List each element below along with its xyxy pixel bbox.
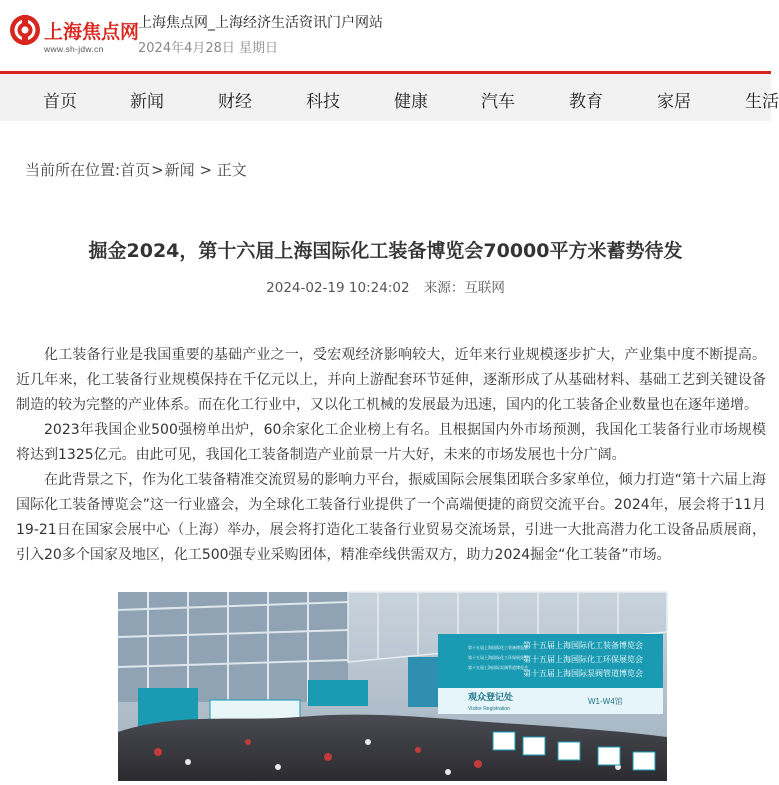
nav-item-home-decor[interactable]: 家居: [657, 92, 691, 112]
nav-item-tech[interactable]: 科技: [306, 92, 340, 112]
expo-hall-photo: [118, 592, 667, 781]
sign-line: 第十五届上海国际化工环保展览会: [523, 655, 643, 664]
breadcrumb-section-link[interactable]: 新闻: [164, 161, 195, 179]
article-paragraph: 2023年我国企业500强榜单出炉，60余家化工企业榜上有名。且根据国内外市场预测，我国化工装备行业市场规模将达到1325亿元。由此可见，我国化工装备制造产业前景一片大好，未来的市场发展也十分广阔。: [16, 422, 766, 463]
registration-sign-en: Visitor Registration: [468, 706, 510, 712]
nav-item-finance[interactable]: 财经: [218, 92, 252, 112]
nav-item-news[interactable]: 新闻: [130, 92, 164, 112]
article-body: [16, 343, 766, 568]
breadcrumb: [25, 159, 247, 180]
site-date: 2024年4月28日 星期日: [138, 41, 279, 56]
logo-url: www.sh-jdw.cn: [44, 44, 104, 54]
site-logo[interactable]: [6, 9, 140, 57]
article-title: 掘金2024，第十六届上海国际化工装备博览会70000平方米蓄势待发: [88, 240, 683, 262]
sign-line-small: 第十五届上海国际化工装备博览会: [468, 645, 528, 650]
breadcrumb-separator: >: [194, 161, 217, 179]
breadcrumb-home-link[interactable]: 首页: [120, 161, 151, 179]
sign-line-small: 第十五届上海国际化工环保展览会: [468, 655, 528, 660]
breadcrumb-current: 正文: [216, 161, 247, 179]
sign-line: 第十五届上海国际泵阀管道博览会: [523, 669, 643, 678]
article-meta: [0, 276, 771, 296]
site-header: [0, 0, 771, 70]
main-nav: [0, 74, 779, 121]
logo-text: 上海焦点网: [44, 22, 140, 43]
article-photo: [118, 592, 667, 781]
article-paragraph: 在此背景之下，作为化工装备精准交流贸易的影响力平台，振威国际会展集团联合多家单位，倾力打造“第十六届上海国际化工装备博览会”这一行业盛会，为全球化工装备行业提供了一个高端便捷的商贸交流平台。2024年，展会将于11月19-21日在国家会展中心（上海）举办，展会将打造化工装备行业贸易交流场景，引进一大批高潜力化工设备品质展商，引入20多个国家及地区，化工500强专业采购团体，精准牵线供需双方，助力2024掘金“化工装备”市场。: [16, 472, 766, 563]
breadcrumb-separator: >: [151, 161, 164, 179]
sign-line-small: 第十五届上海国际泵阀管道博览会: [468, 665, 528, 670]
site-title[interactable]: 上海焦点网_上海经济生活资讯门户网站: [138, 15, 383, 31]
sign-line: 第十五届上海国际化工装备博览会: [523, 641, 643, 650]
breadcrumb-prefix: 当前所在位置:: [25, 161, 121, 179]
article-datetime: 2024-02-19 10:24:02: [266, 280, 410, 296]
registration-sign: 观众登记处: [468, 692, 514, 702]
nav-item-auto[interactable]: 汽车: [481, 92, 515, 112]
nav-item-home[interactable]: 首页: [43, 92, 77, 112]
article-source: 来源：互联网: [423, 280, 505, 296]
nav-item-life[interactable]: 生活: [745, 92, 779, 112]
hall-label: W1-W4馆: [588, 697, 623, 706]
nav-item-health[interactable]: 健康: [394, 92, 428, 112]
nav-item-education[interactable]: 教育: [569, 92, 603, 112]
article-paragraph: 化工装备行业是我国重要的基础产业之一，受宏观经济影响较大，近年来行业规模逐步扩大，产业集中度不断提高。近几年来，化工装备行业规模保持在千亿元以上，并向上游配套环节延伸，逐渐形成了从基础材料、基础工艺到关键设备制造的较为完整的产业体系。而在化工行业中，又以化工机械的发展最为迅速，国内的化工装备企业数量也在逐年递增。: [16, 347, 766, 413]
